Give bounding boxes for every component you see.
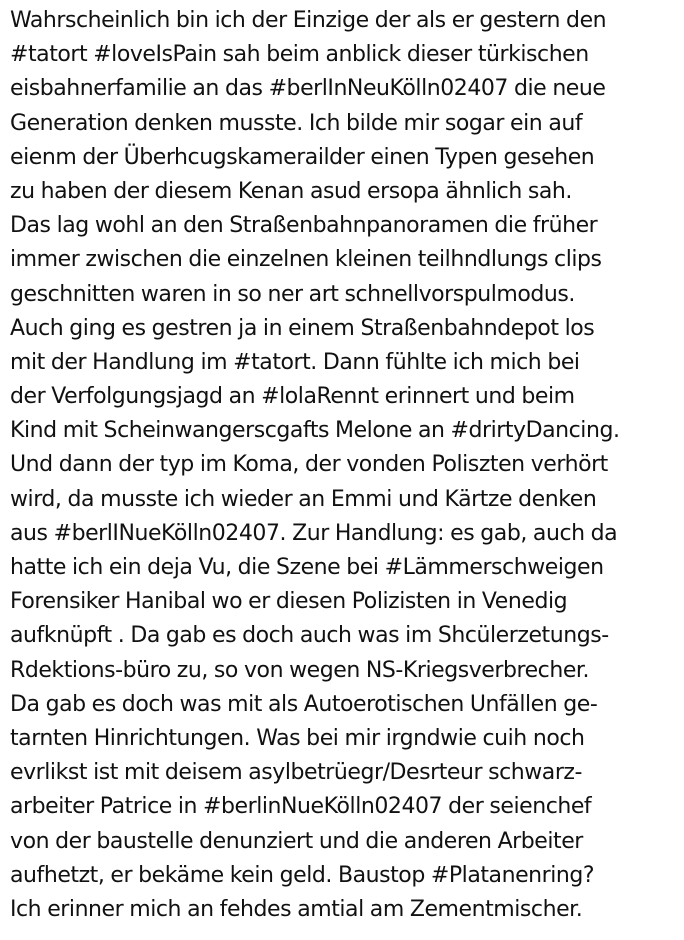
text-line: Ich erinner mich an fehdes amtial am Zementmischer. [10, 896, 583, 922]
text-line: aufhetzt, er bekäme kein geld. Baustop #Platanenring? [10, 862, 595, 888]
text-line: aus #berlINueKölln02407. Zur Handlung: es gab, auch da [10, 520, 618, 546]
text-line: Generation denken musste. Ich bilde mir sogar ein auf [10, 110, 583, 136]
text-line: mit der Handlung im #tatort. Dann fühlte ich mich bei [10, 349, 580, 375]
text-line: Da gab es doch was mit als Autoerotischen Unfällen ge- [10, 691, 598, 717]
text-line: eienm der Überhcugskamerailder einen Typen gesehen [10, 144, 595, 170]
text-line: Wahrscheinlich bin ich der Einzige der als er gestern den [10, 8, 607, 33]
text-line: von der baustelle denunziert und die anderen Arbeiter [10, 828, 583, 854]
text-line: Das lag wohl an den Straßenbahnpanoramen die früher [10, 213, 598, 239]
text-line: wird, da musste ich wieder an Emmi und Kärtze denken [10, 486, 597, 512]
text-line: der Verfolgungsjagd an #lolaRennt erinnert und beim [10, 384, 575, 410]
text-line: Rdektions-büro zu, so von wegen NS-Kriegsverbrecher. [10, 657, 590, 683]
document-page [10, 4, 680, 927]
text-line: arbeiter Patrice in #berlinNueKölln02407 der seienchef [10, 794, 592, 820]
text-line: immer zwischen die einzelnen kleinen teilhndlungs clips [10, 247, 602, 273]
text-line: aufknüpft . Da gab es doch auch was im Shcülerzetungs- [10, 623, 609, 649]
text-line: geschnitten waren in so ner art schnellvorspulmodus. [10, 281, 575, 307]
text-line: Und dann der typ im Koma, der vonden Poliszten verhört [10, 452, 608, 478]
text-line: Forensiker Hanibal wo er diesen Polizisten in Venedig [10, 589, 568, 615]
text-line: eisbahnerfamilie an das #berlInNeuKölln02407 die neue [10, 76, 606, 102]
text-line: Auch ging es gestren ja in einem Straßenbahndepot los [10, 315, 595, 341]
text-line: evrlikst ist mit deisem asylbetrüegr/Desrteur schwarz- [10, 760, 583, 786]
text-line: tarnten Hinrichtungen. Was bei mir irgndwie cuih noch [10, 725, 585, 751]
text-line: #tatort #loveIsPain sah beim anblick dieser türkischen [10, 42, 589, 68]
text-line: zu haben der diesem Kenan asud ersopa ähnlich sah. [10, 178, 572, 204]
text-line: Kind mit Scheinwangerscgafts Melone an #drirtyDancing. [10, 418, 620, 444]
text-line: hatte ich ein deja Vu, die Szene bei #Lämmerschweigen [10, 555, 604, 580]
